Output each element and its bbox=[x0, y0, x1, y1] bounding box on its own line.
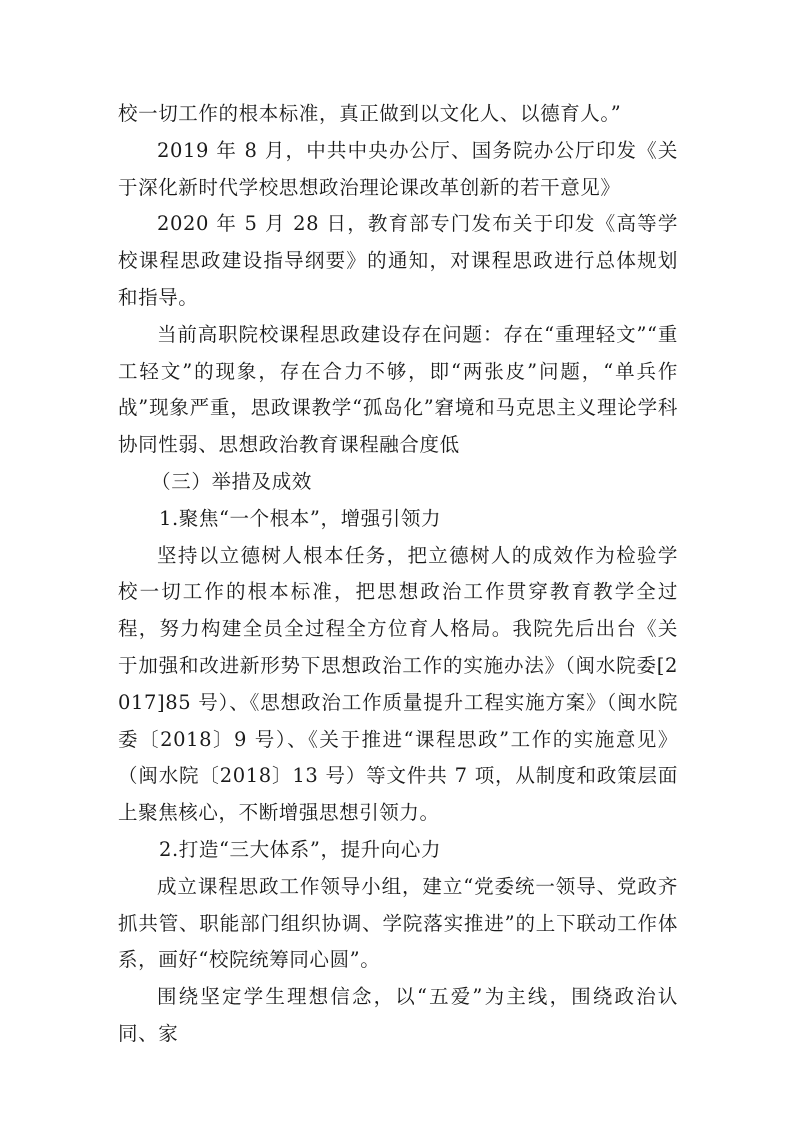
document-body bbox=[118, 96, 678, 1053]
paragraph-current-problems: 当前高职院校课程思政建设存在问题：存在“重理轻文”“重工轻文”的现象，存在合力不够，即“两张皮”问题，“单兵作战”现象严重，思政课教学“孤岛化”窘境和马克思主义理论学科协同性弱、思想政治教育课程融合度低 bbox=[118, 322, 678, 457]
paragraph-continuation: 校一切工作的根本标准，真正做到以文化人、以德育人。” bbox=[118, 102, 622, 125]
paragraph-2019-notice: 2019 年 8 月，中共中央办公厅、国务院办公厅印发《关于深化新时代学校思想政治理论课改革创新的若干意见》 bbox=[118, 138, 678, 199]
subheading-three-systems: 2.打造“三大体系”，提升向心力 bbox=[158, 837, 442, 861]
paragraph-leadership-group: 成立课程思政工作领导小组，建立“党委统一领导、党政齐抓共管、职能部门组织协调、学院落实推进”的上下联动工作体系，画好“校院统筹同心圆”。 bbox=[118, 874, 678, 972]
paragraph-ideals-beliefs: 围绕坚定学生理想信念，以“五爱”为主线，围绕政治认同、家 bbox=[118, 985, 678, 1045]
paragraph-2020-notice: 2020 年 5 月 28 日，教育部专门发布关于印发《高等学校课程思政建设指导纲要》的通知，对课程思政进行总体规划和指导。 bbox=[118, 212, 678, 309]
subheading-one-fundamental: 1.聚焦“一个根本”，增强引领力 bbox=[158, 506, 442, 530]
section-heading-measures: （三）举措及成效 bbox=[151, 469, 312, 493]
paragraph-fundamental-task: 坚持以立德树人根本任务，把立德树人的成效作为检验学校一切工作的根本标准，把思想政治工作贯穿教育教学全过程，努力构建全员全过程全方位育人格局。我院先后出台《关于加强和改进新形势下思想政治工作的实施办法》（闽水院委[2017]85 号）、《思想政治工作质量提升工程实施方案》（闽水院委〔2018〕9 号）、《关于推进“课程思政”工作的实施意见》（闽水院〔2018〕13 号）等文件共 7 项，从制度和政策层面上聚焦核心，不断增强思想引领力。 bbox=[118, 543, 678, 825]
